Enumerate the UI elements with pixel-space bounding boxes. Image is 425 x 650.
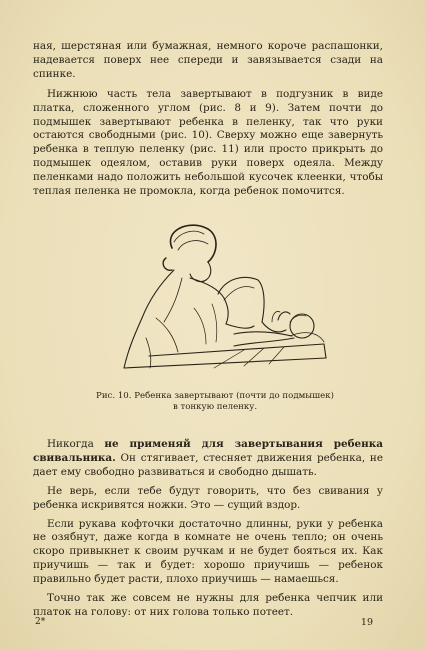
paragraph-continued: ная, шерстяная или бумажная, немного короче распашонки, надевается поверх нее спереди и завязывается сзади на спинке.: [33, 40, 383, 80]
paragraph-cap: Точно так же совсем не нужны для ребенка чепчик или платок на голову: от них голова только потеет.: [33, 592, 383, 618]
caption-line-1: Рис. 10. Ребенка завертывают (почти до подмышек): [96, 391, 334, 401]
signature-mark: 2*: [35, 617, 46, 627]
paragraph-svivalnik: Никогда не применяй для завертывания ребенка свивальника. Он стягивает, стесняет движения ребенка, не дает ему свободно развиваться и свободно дышать.: [33, 438, 383, 478]
emphasis-text: не применяй для завертывания ребенка свивальника.: [33, 438, 383, 464]
illustration-swaddling: [94, 218, 330, 380]
caption-line-2: в тонкую пеленку.: [172, 402, 258, 412]
page-number: 19: [360, 617, 373, 628]
lower-text-block: [33, 438, 383, 625]
paragraph-legs: Не верь, если тебе будут говорить, что без свивания у ребенка искривятся ножки. Это — сущий вздор.: [33, 484, 383, 511]
figure-caption: [70, 391, 360, 413]
paragraph-swaddling: Нижнюю часть тела завертывают в подгузник в виде платка, сложенного углом (рис. 8 и 9). Затем почти до подмышек завертывают ребенка в пеленку, так что руки остаются свободными (рис. 10). Сверху можно еще завернуть ребенка в теплую пеленку (рис. 11) или просто прикрыть до подмышек одеялом, оставив руки поверх одеяла. Между пеленками надо положить небольшой кусочек клеенки, чтобы теплая пеленка не промокла, когда ребенок помочится.: [33, 87, 383, 198]
upper-text-block: [33, 40, 383, 199]
paragraph-sleeves: Если рукава кофточки достаточно длинны, руки у ребенка не озябнут, даже когда в комнате не очень тепло; он очень скоро привыкнет к своим ручкам и не будет бояться их. Как приучишь — так и будет: хорошо приучишь — ребенок правильно будет расти, плохо приучишь — намаешься.: [33, 517, 383, 586]
